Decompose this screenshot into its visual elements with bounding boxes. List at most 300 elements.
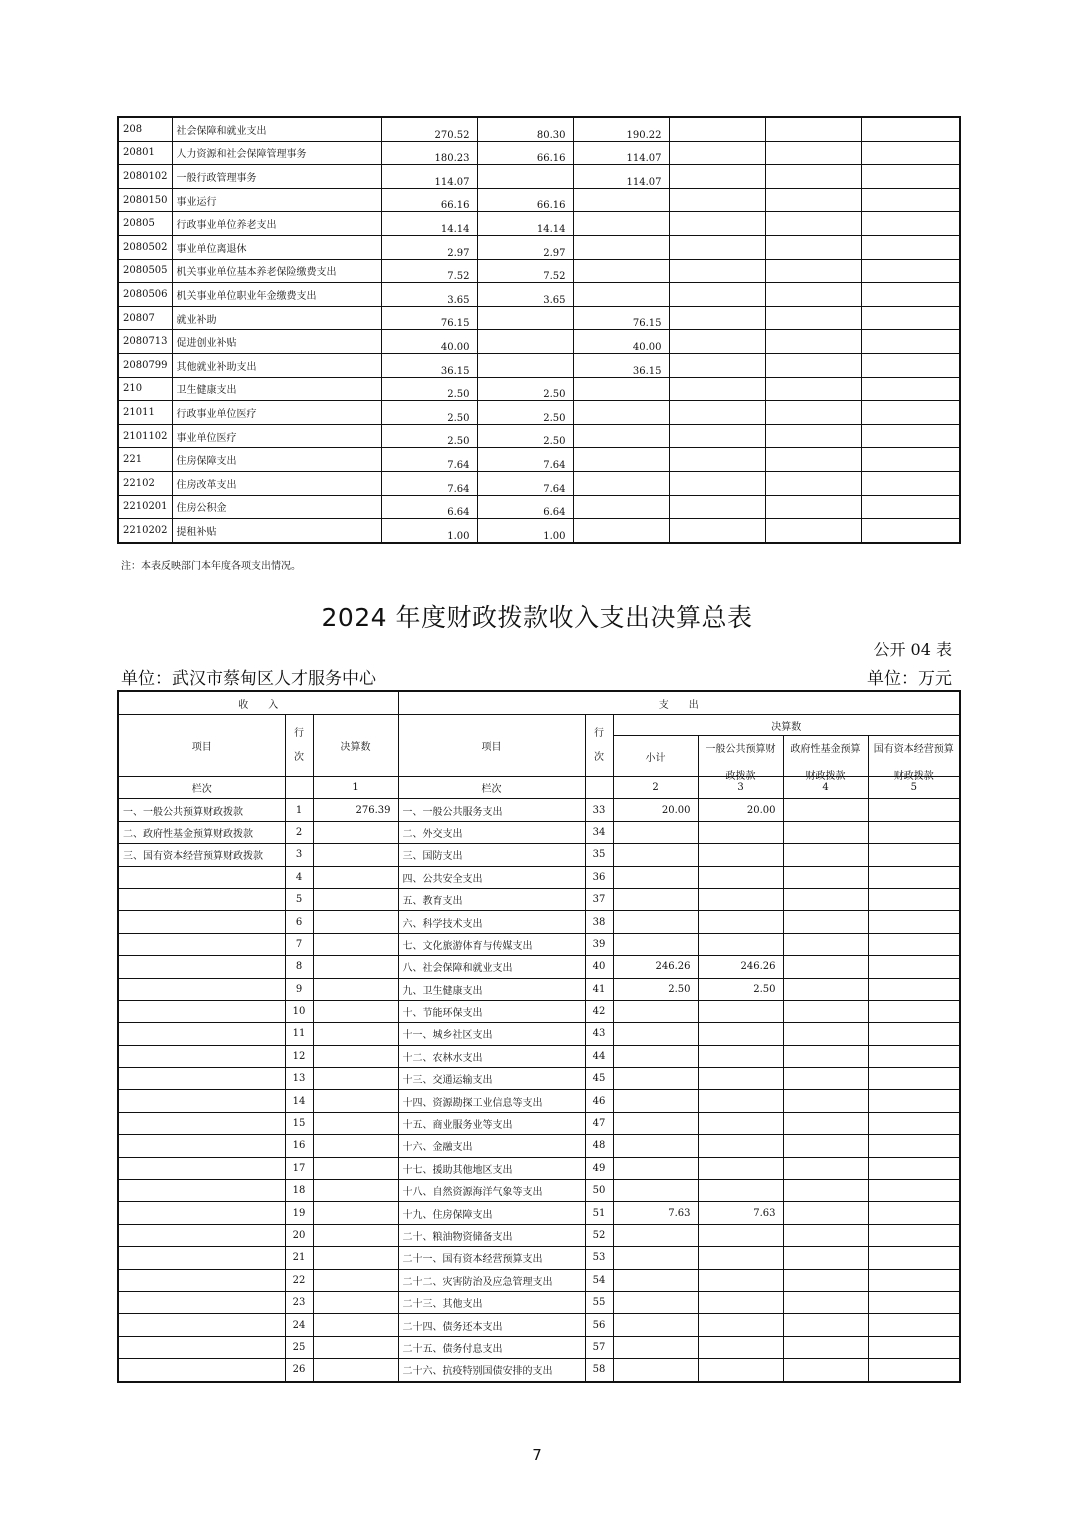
total-cell: 6.64 bbox=[381, 495, 477, 519]
income-amount-cell bbox=[313, 1314, 398, 1336]
total-cell: 66.16 bbox=[381, 188, 477, 212]
column-6-cell bbox=[861, 165, 960, 189]
gov-fund-cell bbox=[783, 911, 868, 933]
income-item-cell bbox=[118, 1314, 285, 1336]
subtotal-cell bbox=[613, 1314, 698, 1336]
table-row bbox=[118, 933, 960, 955]
basic-expense-cell: 66.16 bbox=[477, 141, 573, 165]
state-capital-cell bbox=[868, 1180, 960, 1202]
name-cell: 行政事业单位养老支出 bbox=[172, 212, 381, 236]
income-amount-cell bbox=[313, 1336, 398, 1358]
subtotal-cell bbox=[613, 1023, 698, 1045]
income-line-cell: 19 bbox=[285, 1202, 313, 1224]
column-4-cell bbox=[669, 424, 765, 448]
code-cell: 22102 bbox=[118, 471, 172, 495]
subtotal-cell bbox=[613, 1269, 698, 1291]
expense-item-cell: 一、一般公共服务支出 bbox=[398, 799, 585, 821]
income-amount-cell bbox=[313, 978, 398, 1000]
subtotal-cell: 246.26 bbox=[613, 956, 698, 978]
column-4-cell bbox=[669, 283, 765, 307]
subtotal-cell bbox=[613, 1157, 698, 1179]
general-budget-cell bbox=[698, 1359, 783, 1382]
income-line-cell: 8 bbox=[285, 956, 313, 978]
column-5-cell bbox=[765, 165, 861, 189]
expense-line-index bbox=[585, 777, 613, 799]
general-budget-cell bbox=[698, 1247, 783, 1269]
table-row bbox=[118, 1336, 960, 1358]
expense-item-cell: 十、节能环保支出 bbox=[398, 1000, 585, 1022]
code-cell: 2080502 bbox=[118, 235, 172, 259]
expense-line-cell: 56 bbox=[585, 1314, 613, 1336]
table-row bbox=[118, 1269, 960, 1291]
total-cell: 36.15 bbox=[381, 353, 477, 377]
code-cell: 208 bbox=[118, 117, 172, 141]
income-amount-cell bbox=[313, 1090, 398, 1112]
gov-fund-cell bbox=[783, 933, 868, 955]
total-cell: 180.23 bbox=[381, 141, 477, 165]
basic-expense-cell: 7.64 bbox=[477, 471, 573, 495]
code-cell: 20801 bbox=[118, 141, 172, 165]
general-budget-cell bbox=[698, 1180, 783, 1202]
table-row bbox=[118, 1157, 960, 1179]
income-amount-cell bbox=[313, 1112, 398, 1134]
subtotal-cell bbox=[613, 1247, 698, 1269]
state-capital-cell bbox=[868, 1045, 960, 1067]
table-row bbox=[118, 1291, 960, 1313]
expense-line-cell: 35 bbox=[585, 844, 613, 866]
expense-line-cell: 38 bbox=[585, 911, 613, 933]
general-budget-cell: 2.50 bbox=[698, 978, 783, 1000]
table-row bbox=[118, 424, 960, 448]
column-5-cell bbox=[765, 330, 861, 354]
expense-item-cell: 十七、援助其他地区支出 bbox=[398, 1157, 585, 1179]
code-cell: 2080506 bbox=[118, 283, 172, 307]
column-6-cell bbox=[861, 188, 960, 212]
state-capital-header-text: 国有资本经营预算财政拨款 bbox=[873, 744, 954, 782]
expense-line-cell: 37 bbox=[585, 888, 613, 910]
project-expense-cell bbox=[573, 495, 669, 519]
subtotal-cell: 2.50 bbox=[613, 978, 698, 1000]
project-expense-cell bbox=[573, 188, 669, 212]
basic-expense-cell: 14.14 bbox=[477, 212, 573, 236]
column-6-cell bbox=[861, 495, 960, 519]
column-4-cell bbox=[669, 165, 765, 189]
project-expense-cell bbox=[573, 212, 669, 236]
expense-line-cell: 47 bbox=[585, 1112, 613, 1134]
gov-fund-cell bbox=[783, 1202, 868, 1224]
income-amount-cell bbox=[313, 1359, 398, 1382]
general-budget-cell bbox=[698, 1135, 783, 1157]
state-capital-cell bbox=[868, 1202, 960, 1224]
column-6-cell bbox=[861, 306, 960, 330]
expense-item-cell: 十八、自然资源海洋气象等支出 bbox=[398, 1180, 585, 1202]
state-capital-cell bbox=[868, 844, 960, 866]
gov-fund-cell bbox=[783, 978, 868, 1000]
column-4-cell bbox=[669, 212, 765, 236]
general-budget-cell: 7.63 bbox=[698, 1202, 783, 1224]
table-row bbox=[118, 1224, 960, 1246]
total-cell: 2.50 bbox=[381, 377, 477, 401]
expense-item-cell: 三、国防支出 bbox=[398, 844, 585, 866]
column-4-cell bbox=[669, 495, 765, 519]
column-6-cell bbox=[861, 141, 960, 165]
expense-item-header: 项目 bbox=[398, 715, 585, 777]
code-cell: 2080799 bbox=[118, 353, 172, 377]
income-line-cell: 15 bbox=[285, 1112, 313, 1134]
column-5-cell bbox=[765, 306, 861, 330]
code-cell: 221 bbox=[118, 448, 172, 472]
expense-item-cell: 二十、粮油物资储备支出 bbox=[398, 1224, 585, 1246]
table-row bbox=[118, 377, 960, 401]
table-row bbox=[118, 117, 960, 141]
expense-line-cell: 45 bbox=[585, 1068, 613, 1090]
total-cell: 7.64 bbox=[381, 471, 477, 495]
table-row bbox=[118, 888, 960, 910]
income-line-cell: 7 bbox=[285, 933, 313, 955]
income-amount-header: 决算数 bbox=[313, 715, 398, 777]
column-6-cell bbox=[861, 424, 960, 448]
income-line-cell: 18 bbox=[285, 1180, 313, 1202]
expense-item-cell: 二十四、债务还本支出 bbox=[398, 1314, 585, 1336]
income-line-cell: 17 bbox=[285, 1157, 313, 1179]
general-budget-cell bbox=[698, 1269, 783, 1291]
expense-line-cell: 39 bbox=[585, 933, 613, 955]
column-4-cell bbox=[669, 235, 765, 259]
fiscal-appropriation-summary-table bbox=[117, 690, 961, 1383]
basic-expense-cell: 6.64 bbox=[477, 495, 573, 519]
expense-line-cell: 55 bbox=[585, 1291, 613, 1313]
subtotal-cell bbox=[613, 1336, 698, 1358]
code-cell: 20807 bbox=[118, 306, 172, 330]
expense-line-cell: 57 bbox=[585, 1336, 613, 1358]
gov-fund-header bbox=[783, 736, 868, 782]
table-row bbox=[118, 495, 960, 519]
table-row bbox=[118, 283, 960, 307]
code-cell: 20805 bbox=[118, 212, 172, 236]
income-line-cell: 16 bbox=[285, 1135, 313, 1157]
state-capital-cell bbox=[868, 956, 960, 978]
column-4-cell bbox=[669, 448, 765, 472]
general-budget-cell bbox=[698, 1291, 783, 1313]
gov-fund-cell bbox=[783, 1112, 868, 1134]
income-index-label: 栏次 bbox=[118, 777, 285, 799]
subtotal-cell bbox=[613, 1112, 698, 1134]
column-6-cell bbox=[861, 519, 960, 543]
project-expense-cell bbox=[573, 471, 669, 495]
expenditure-detail-table bbox=[117, 116, 961, 544]
income-item-header: 项目 bbox=[118, 715, 285, 777]
table-row bbox=[118, 1090, 960, 1112]
project-expense-cell: 36.15 bbox=[573, 353, 669, 377]
general-budget-cell bbox=[698, 1112, 783, 1134]
table-row bbox=[118, 844, 960, 866]
basic-expense-cell bbox=[477, 353, 573, 377]
general-budget-header bbox=[698, 736, 783, 782]
income-col-index: 1 bbox=[313, 777, 398, 799]
income-item-cell bbox=[118, 933, 285, 955]
project-expense-cell bbox=[573, 283, 669, 307]
income-item-cell: 一、一般公共预算财政拨款 bbox=[118, 799, 285, 821]
table-row bbox=[118, 911, 960, 933]
code-cell: 2101102 bbox=[118, 424, 172, 448]
table-row bbox=[118, 866, 960, 888]
income-item-cell bbox=[118, 1090, 285, 1112]
state-capital-cell bbox=[868, 1157, 960, 1179]
name-cell: 卫生健康支出 bbox=[172, 377, 381, 401]
project-expense-cell: 114.07 bbox=[573, 141, 669, 165]
basic-expense-cell bbox=[477, 165, 573, 189]
table-row bbox=[118, 353, 960, 377]
subtotal-cell bbox=[613, 821, 698, 843]
income-line-header bbox=[285, 715, 313, 777]
income-amount-cell bbox=[313, 1180, 398, 1202]
subtotal-cell bbox=[613, 844, 698, 866]
table-row bbox=[118, 330, 960, 354]
project-expense-cell: 190.22 bbox=[573, 117, 669, 141]
expense-line-cell: 48 bbox=[585, 1135, 613, 1157]
income-amount-cell bbox=[313, 1291, 398, 1313]
column-4-cell bbox=[669, 519, 765, 543]
table-row bbox=[118, 956, 960, 978]
column-6-cell bbox=[861, 235, 960, 259]
expense-item-cell: 二十六、抗疫特别国债安排的支出 bbox=[398, 1359, 585, 1382]
state-capital-cell bbox=[868, 1135, 960, 1157]
basic-expense-cell bbox=[477, 306, 573, 330]
table-row bbox=[118, 471, 960, 495]
income-item-cell bbox=[118, 1291, 285, 1313]
code-cell: 210 bbox=[118, 377, 172, 401]
gov-fund-cell bbox=[783, 1157, 868, 1179]
income-line-cell: 3 bbox=[285, 844, 313, 866]
expense-item-cell: 十五、商业服务业等支出 bbox=[398, 1112, 585, 1134]
subtotal-cell bbox=[613, 866, 698, 888]
form-number: 公开 04 表 bbox=[873, 640, 952, 659]
income-item-cell bbox=[118, 1180, 285, 1202]
expense-item-cell: 二、外交支出 bbox=[398, 821, 585, 843]
total-cell: 7.52 bbox=[381, 259, 477, 283]
expense-line-cell: 58 bbox=[585, 1359, 613, 1382]
income-amount-cell bbox=[313, 1000, 398, 1022]
table-row bbox=[118, 821, 960, 843]
basic-expense-cell: 2.97 bbox=[477, 235, 573, 259]
total-cell: 1.00 bbox=[381, 519, 477, 543]
income-amount-cell bbox=[313, 844, 398, 866]
line-header-char-2: 次 bbox=[294, 751, 304, 763]
column-6-cell bbox=[861, 117, 960, 141]
income-line-cell: 23 bbox=[285, 1291, 313, 1313]
income-section-header: 收 入 bbox=[118, 691, 398, 715]
column-6-cell bbox=[861, 259, 960, 283]
expense-line-cell: 33 bbox=[585, 799, 613, 821]
name-cell: 事业单位医疗 bbox=[172, 424, 381, 448]
col-index-4: 4 bbox=[783, 777, 868, 799]
basic-expense-cell: 2.50 bbox=[477, 424, 573, 448]
line-header-char-1: 行 bbox=[594, 727, 604, 739]
column-5-cell bbox=[765, 377, 861, 401]
basic-expense-cell: 80.30 bbox=[477, 117, 573, 141]
expense-item-cell: 十一、城乡社区支出 bbox=[398, 1023, 585, 1045]
income-amount-cell bbox=[313, 1045, 398, 1067]
expense-line-cell: 43 bbox=[585, 1023, 613, 1045]
general-budget-cell bbox=[698, 911, 783, 933]
income-item-cell bbox=[118, 1068, 285, 1090]
subtotal-cell bbox=[613, 1090, 698, 1112]
gov-fund-cell bbox=[783, 1291, 868, 1313]
general-budget-cell: 20.00 bbox=[698, 799, 783, 821]
code-cell: 2080150 bbox=[118, 188, 172, 212]
table-row bbox=[118, 799, 960, 821]
income-amount-cell bbox=[313, 1068, 398, 1090]
project-expense-cell: 114.07 bbox=[573, 165, 669, 189]
col-index-3: 3 bbox=[698, 777, 783, 799]
table-row bbox=[118, 1068, 960, 1090]
income-line-cell: 26 bbox=[285, 1359, 313, 1382]
expense-line-cell: 41 bbox=[585, 978, 613, 1000]
income-item-cell: 三、国有资本经营预算财政拨款 bbox=[118, 844, 285, 866]
income-line-cell: 20 bbox=[285, 1224, 313, 1246]
expense-item-cell: 八、社会保障和就业支出 bbox=[398, 956, 585, 978]
income-item-cell bbox=[118, 978, 285, 1000]
expense-item-cell: 十四、资源勘探工业信息等支出 bbox=[398, 1090, 585, 1112]
state-capital-cell bbox=[868, 1314, 960, 1336]
column-5-cell bbox=[765, 117, 861, 141]
income-line-cell: 10 bbox=[285, 1000, 313, 1022]
income-amount-cell bbox=[313, 1023, 398, 1045]
expense-item-cell: 六、科学技术支出 bbox=[398, 911, 585, 933]
name-cell: 住房改革支出 bbox=[172, 471, 381, 495]
name-cell: 机关事业单位职业年金缴费支出 bbox=[172, 283, 381, 307]
total-cell: 2.97 bbox=[381, 235, 477, 259]
name-cell: 提租补贴 bbox=[172, 519, 381, 543]
section-header-row bbox=[118, 691, 960, 715]
expense-line-cell: 36 bbox=[585, 866, 613, 888]
column-5-cell bbox=[765, 448, 861, 472]
column-5-cell bbox=[765, 235, 861, 259]
name-cell: 促进创业补贴 bbox=[172, 330, 381, 354]
table-row bbox=[118, 1112, 960, 1134]
subtotal-cell bbox=[613, 1291, 698, 1313]
general-budget-cell bbox=[698, 866, 783, 888]
income-line-cell: 2 bbox=[285, 821, 313, 843]
code-cell: 21011 bbox=[118, 401, 172, 425]
currency-unit: 单位：万元 bbox=[867, 669, 952, 689]
total-cell: 2.50 bbox=[381, 401, 477, 425]
state-capital-header bbox=[868, 736, 960, 782]
project-expense-cell bbox=[573, 448, 669, 472]
general-budget-cell bbox=[698, 1023, 783, 1045]
state-capital-cell bbox=[868, 1000, 960, 1022]
code-cell: 2080505 bbox=[118, 259, 172, 283]
general-budget-cell bbox=[698, 1224, 783, 1246]
column-6-cell bbox=[861, 377, 960, 401]
gov-fund-cell bbox=[783, 1269, 868, 1291]
table-row bbox=[118, 1000, 960, 1022]
general-budget-cell bbox=[698, 888, 783, 910]
income-line-cell: 22 bbox=[285, 1269, 313, 1291]
col-index-2: 2 bbox=[613, 777, 698, 799]
table-row bbox=[118, 306, 960, 330]
income-item-cell: 二、政府性基金预算财政拨款 bbox=[118, 821, 285, 843]
column-header-row-1 bbox=[118, 715, 960, 736]
code-cell: 2210202 bbox=[118, 519, 172, 543]
column-4-cell bbox=[669, 188, 765, 212]
state-capital-cell bbox=[868, 933, 960, 955]
project-expense-cell: 76.15 bbox=[573, 306, 669, 330]
column-4-cell bbox=[669, 141, 765, 165]
total-cell: 2.50 bbox=[381, 424, 477, 448]
gov-fund-cell bbox=[783, 1000, 868, 1022]
total-cell: 14.14 bbox=[381, 212, 477, 236]
basic-expense-cell: 7.52 bbox=[477, 259, 573, 283]
gov-fund-cell bbox=[783, 821, 868, 843]
expense-line-cell: 51 bbox=[585, 1202, 613, 1224]
income-amount-cell bbox=[313, 1247, 398, 1269]
column-4-cell bbox=[669, 306, 765, 330]
expense-line-cell: 53 bbox=[585, 1247, 613, 1269]
general-budget-cell bbox=[698, 821, 783, 843]
gov-fund-cell bbox=[783, 1359, 868, 1382]
expense-line-cell: 42 bbox=[585, 1000, 613, 1022]
state-capital-cell bbox=[868, 888, 960, 910]
income-item-cell bbox=[118, 911, 285, 933]
table-row bbox=[118, 1314, 960, 1336]
subtotal-cell bbox=[613, 888, 698, 910]
expense-item-cell: 二十三、其他支出 bbox=[398, 1291, 585, 1313]
basic-expense-cell: 1.00 bbox=[477, 519, 573, 543]
column-5-cell bbox=[765, 283, 861, 307]
column-6-cell bbox=[861, 471, 960, 495]
summary-table-body bbox=[118, 691, 960, 1382]
income-amount-cell bbox=[313, 888, 398, 910]
expense-section-header: 支 出 bbox=[398, 691, 960, 715]
table-row bbox=[118, 448, 960, 472]
column-6-cell bbox=[861, 212, 960, 236]
expense-item-cell: 二十二、灾害防治及应急管理支出 bbox=[398, 1269, 585, 1291]
expense-item-cell: 四、公共安全支出 bbox=[398, 866, 585, 888]
general-budget-cell bbox=[698, 1157, 783, 1179]
subtotal-cell bbox=[613, 933, 698, 955]
income-line-cell: 25 bbox=[285, 1336, 313, 1358]
table-row bbox=[118, 235, 960, 259]
expense-item-cell: 十九、住房保障支出 bbox=[398, 1202, 585, 1224]
subtotal-cell bbox=[613, 1180, 698, 1202]
column-6-cell bbox=[861, 330, 960, 354]
table-row bbox=[118, 1202, 960, 1224]
gov-fund-cell bbox=[783, 1180, 868, 1202]
column-5-cell bbox=[765, 188, 861, 212]
income-line-cell: 14 bbox=[285, 1090, 313, 1112]
line-header-char-1: 行 bbox=[294, 727, 304, 739]
subtotal-cell bbox=[613, 1000, 698, 1022]
income-line-index bbox=[285, 777, 313, 799]
column-4-cell bbox=[669, 330, 765, 354]
final-amount-group-header: 决算数 bbox=[613, 715, 960, 736]
column-6-cell bbox=[861, 353, 960, 377]
income-amount-cell bbox=[313, 866, 398, 888]
income-amount-cell: 276.39 bbox=[313, 799, 398, 821]
state-capital-cell bbox=[868, 911, 960, 933]
expense-item-cell: 十六、金融支出 bbox=[398, 1135, 585, 1157]
expense-line-cell: 46 bbox=[585, 1090, 613, 1112]
state-capital-cell bbox=[868, 1336, 960, 1358]
income-item-cell bbox=[118, 1000, 285, 1022]
project-expense-cell bbox=[573, 259, 669, 283]
column-5-cell bbox=[765, 353, 861, 377]
total-cell: 270.52 bbox=[381, 117, 477, 141]
income-line-cell: 1 bbox=[285, 799, 313, 821]
general-budget-cell bbox=[698, 1045, 783, 1067]
column-5-cell bbox=[765, 424, 861, 448]
